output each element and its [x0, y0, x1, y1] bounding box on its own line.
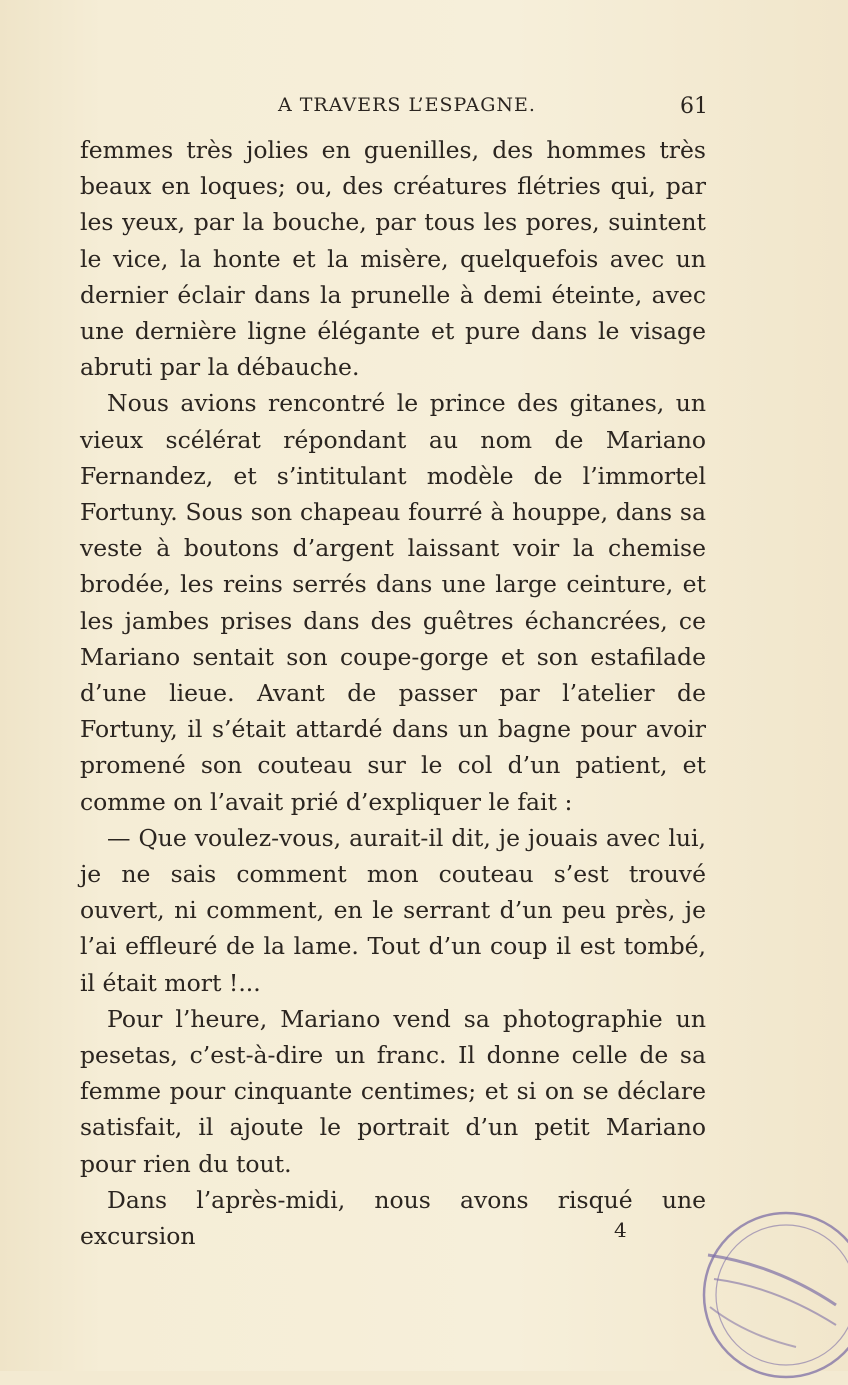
- paragraph-2: Nous avions rencontré le prince des gitanes, un vieux scélérat répondant au nom de Mariano Fernandez, et s’intitulant modèle de l’immortel Fortuny. Sous son chapeau fourré à houppe, dans sa veste à boutons d’argent laissant voir la chemise brodée, les reins serrés dans une large ceinture, et les jambes prises dans des guêtres échancrées, ce Mariano sentait son coupe-gorge et son estafilade d’une lieue. Avant de passer par l’atelier de Fortuny, il s’était attardé dans un bagne pour avoir promené son couteau sur le col d’un patient, et comme on l’avait prié d’expliquer le fait :: [80, 389, 706, 816]
- body-text: [80, 132, 706, 1254]
- paragraph-5: Dans l’après-midi, nous avons risqué une excursion: [80, 1185, 706, 1251]
- running-title: A TRAVERS L’ESPAGNE.: [278, 94, 536, 116]
- paragraph-1: femmes très jolies en guenilles, des hommes très beaux en loques; ou, des créatures flétries qui, par les yeux, par la bouche, par tous les pores, suintent le vice, la honte et la misère, quelquefois avec un dernier éclair dans la prunelle à demi éteinte, avec une dernière ligne élégante et pure dans le visage abruti par la débauche.: [80, 136, 706, 382]
- library-stamp: [686, 1195, 848, 1385]
- signature-mark: 4: [614, 1218, 627, 1242]
- page-number: 61: [680, 94, 708, 119]
- paragraph-3: — Que voulez-vous, aurait-il dit, je jouais avec lui, je ne sais comment mon couteau s’est trouvé ouvert, ni comment, en le serrant d’un peu près, je l’ai effleuré de la lame. Tout d’un coup il est tombé, il était mort !...: [80, 823, 706, 997]
- paragraph-4: Pour l’heure, Mariano vend sa photographie un pesetas, c’est-à-dire un franc. Il donne celle de sa femme pour cinquante centimes; et si on se déclare satisfait, il ajoute le portrait d’un petit Mariano pour rien du tout.: [80, 1004, 706, 1178]
- page-header: [80, 94, 708, 124]
